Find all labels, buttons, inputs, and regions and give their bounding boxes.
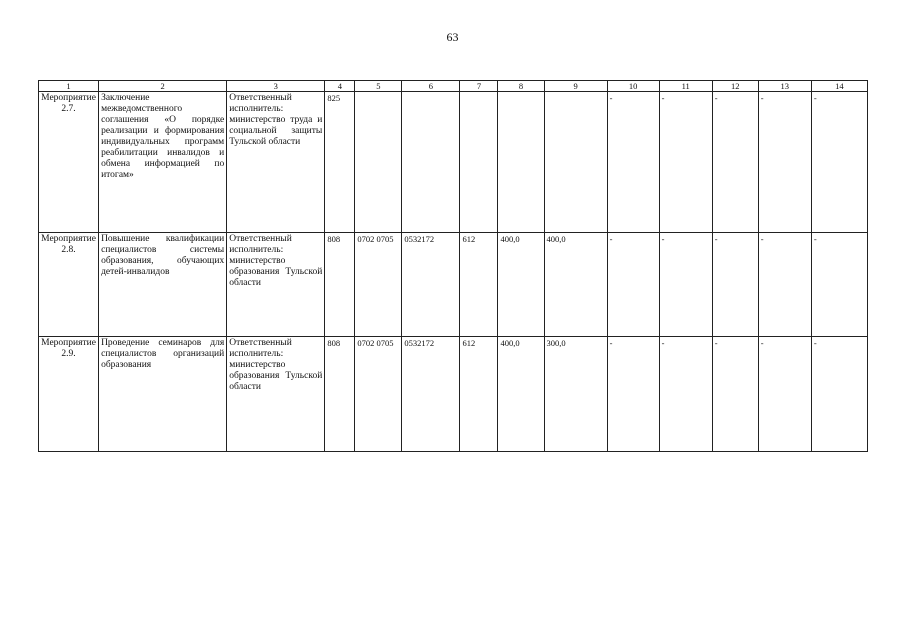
cell-col10: - <box>607 92 659 233</box>
cell-col11: - <box>659 92 712 233</box>
cell-col5: 0702 0705 <box>355 337 402 452</box>
cell-col4: 808 <box>325 233 355 337</box>
cell-col7: 612 <box>460 337 498 452</box>
cell-col10: - <box>607 337 659 452</box>
measure-executor: Ответственный исполнитель: министерство образования Тульской области <box>227 233 325 337</box>
cell-col11: - <box>659 337 712 452</box>
header-row <box>39 81 868 92</box>
cell-col13: - <box>758 92 811 233</box>
column-header: 2 <box>99 81 227 92</box>
cell-col4: 808 <box>325 337 355 452</box>
cell-col6: 0532172 <box>402 337 460 452</box>
column-header: 4 <box>325 81 355 92</box>
cell-col9: 400,0 <box>544 233 607 337</box>
cell-col4: 825 <box>325 92 355 233</box>
column-header: 13 <box>758 81 811 92</box>
column-header: 5 <box>355 81 402 92</box>
program-table <box>38 80 868 452</box>
cell-col14: - <box>811 337 867 452</box>
measure-name: Заключение межведомственного соглашения «О порядке реализации и формирования индивидуальных программ реабилитации инвалидов и обмена информацией по итогам» <box>99 92 227 233</box>
cell-col5 <box>355 92 402 233</box>
cell-col10: - <box>607 233 659 337</box>
cell-col13: - <box>758 337 811 452</box>
column-header: 1 <box>39 81 99 92</box>
measure-executor: Ответственный исполнитель: министерство труда и социальной защиты Тульской области <box>227 92 325 233</box>
cell-col8: 400,0 <box>498 337 544 452</box>
column-header: 10 <box>607 81 659 92</box>
cell-col6 <box>402 92 460 233</box>
cell-col9 <box>544 92 607 233</box>
cell-col8: 400,0 <box>498 233 544 337</box>
cell-col8 <box>498 92 544 233</box>
cell-col12: - <box>712 233 758 337</box>
column-header: 9 <box>544 81 607 92</box>
table-row <box>39 337 868 452</box>
column-header: 7 <box>460 81 498 92</box>
column-header: 12 <box>712 81 758 92</box>
cell-col12: - <box>712 92 758 233</box>
column-header: 3 <box>227 81 325 92</box>
cell-col7 <box>460 92 498 233</box>
measure-label: Мероприятие 2.9. <box>39 337 99 452</box>
cell-col6: 0532172 <box>402 233 460 337</box>
cell-col9: 300,0 <box>544 337 607 452</box>
cell-col14: - <box>811 233 867 337</box>
column-header: 6 <box>402 81 460 92</box>
cell-col12: - <box>712 337 758 452</box>
table-row <box>39 92 868 233</box>
measure-executor: Ответственный исполнитель: министерство образования Тульской области <box>227 337 325 452</box>
column-header: 14 <box>811 81 867 92</box>
cell-col13: - <box>758 233 811 337</box>
cell-col14: - <box>811 92 867 233</box>
measure-label: Мероприятие 2.8. <box>39 233 99 337</box>
column-header: 11 <box>659 81 712 92</box>
column-header: 8 <box>498 81 544 92</box>
measure-name: Повышение квалификации специалистов системы образования, обучающих детей-инвалидов <box>99 233 227 337</box>
cell-col5: 0702 0705 <box>355 233 402 337</box>
measure-name: Проведение семинаров для специалистов организаций образования <box>99 337 227 452</box>
cell-col7: 612 <box>460 233 498 337</box>
page-number: 63 <box>446 30 459 44</box>
cell-col11: - <box>659 233 712 337</box>
measure-label: Мероприятие 2.7. <box>39 92 99 233</box>
table-row <box>39 233 868 337</box>
